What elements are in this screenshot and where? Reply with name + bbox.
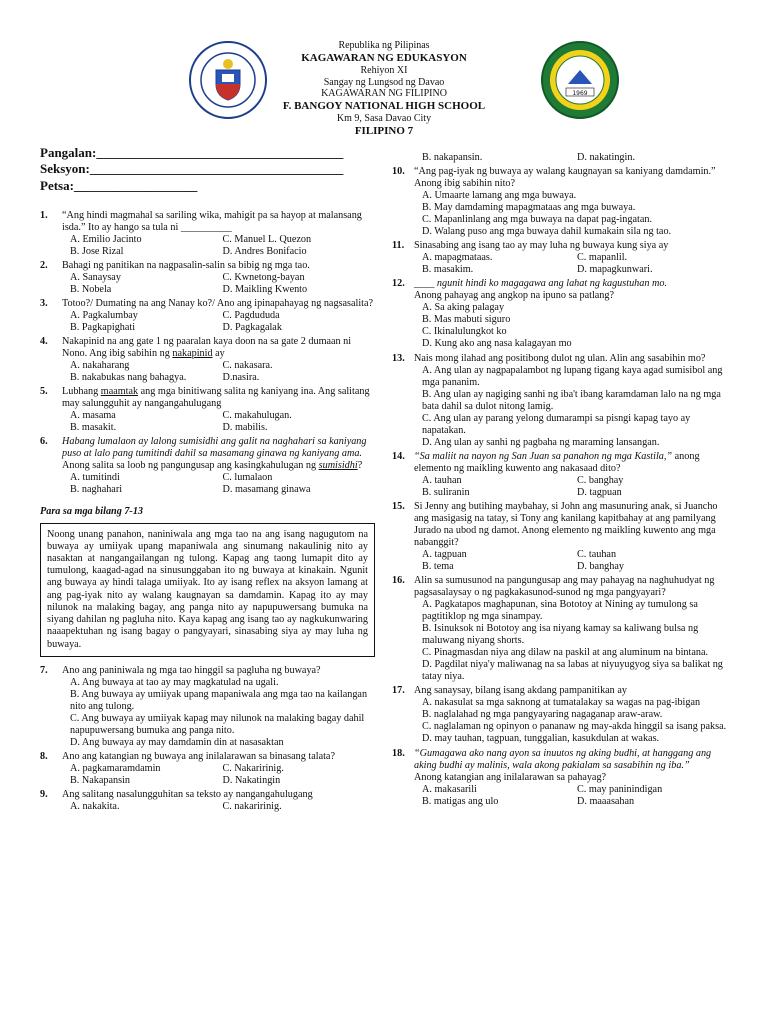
question-3: 3. Totoo?/ Dumating na ang Nanay ko?/ Ano ang ipinapahayag ng nagsasalita? (40, 297, 374, 309)
question-1: 1. “Ang hindi magmahal sa sariling wika, mahigit pa sa hayop at malansang isda.” Ito ay hango sa tula ni __________ (40, 209, 362, 233)
question-2-options: A. Sanaysay C. Kwnetong-bayan B. Nobela D. Maikling Kwento (70, 271, 308, 295)
question-18-options: A. makasarili C. may paninindigan B. matigas ang ulo D. maaasahan (422, 783, 663, 807)
seksyon-field[interactable]: Seksyon:_______________________________________ (40, 161, 344, 177)
header-subject: FILIPINO 7 (354, 124, 414, 137)
question-14-options: A. tauhan C. banghay B. suliranin D. tagpuan (422, 474, 624, 498)
question-5: 5. Lubhang maamtak ang mga binitiwang salita ng kaniyang ina. Ang salitang may salungguhit ay nangangahulugang (40, 386, 370, 410)
question-3-options: A. Pagkalumbay C. Pagdududa B. Pagkapighati D. Pagkagalak (70, 310, 282, 334)
document-header (0, 40, 768, 138)
question-11: 11. Sinasabing ang isang tao ay may luha ng buwaya kung siya ay (392, 240, 669, 252)
question-1-options: A. Emilio Jacinto C. Manuel L. Quezon B. Jose Rizal D. Andres Bonifacio (70, 233, 312, 257)
question-8-options: A. pagkamaramdamin C. Nakaririnig. B. Nakapansin D. Nakatingin (70, 763, 284, 787)
question-9-options: A. nakakita. C. nakaririnig. (70, 801, 282, 813)
question-6-options: A. tumitindi C. lumalaon B. naghahari D. masamang ginawa (70, 472, 311, 496)
question-10-options: A. Umaarte lamang ang mga buwaya. B. May damdaming mapagmataas ang mga buwaya. C. Mapanlinlang ang mga buwaya na dapat pag-ingatan. D. Walang puso ang mga buwaya dahil kumakain sila ng tao. (422, 190, 672, 238)
question-10: 10. “Ang pag-iyak ng buwaya ay walang kaugnayan sa kaniyang damdamin.” Anong ibig sabihin nito? (392, 166, 716, 190)
left-column (40, 145, 375, 813)
question-7: 7. Ano ang paniniwala ng mga tao hinggil sa pagluha ng buwaya? (40, 664, 321, 676)
question-4-options: A. nakaharang C. nakasara. B. nakabukas nang bahagya. D.nasira. (70, 360, 273, 384)
header-republika: Republika ng Pilipinas (338, 40, 430, 51)
question-11-options: A. mapagmataas. C. mapanlil. B. masakim. D. mapagkunwari. (422, 252, 653, 276)
right-column (392, 152, 732, 808)
question-2: 2. Bahagi ng panitikan na nagpasalin-salin sa bibig ng mga tao. (40, 259, 310, 271)
question-17-options: A. nakasulat sa mga saknong at tumatalakay sa wagas na pag-ibigan B. naglalahad ng mga pangyayaring nagaganap araw-araw. C. naglalaman ng opinyon o pananaw ng may-akda hinggil sa isang paksa. D. may tauhan, tagpuan, tunggalian, kasukdulan at wakas. (422, 697, 727, 745)
question-12-options: A. Sa aking palagay B. Mas mabuti siguro C. Ikinalulungkot ko D. Kung ako ang nasa kalagayan mo (422, 302, 572, 350)
question-13: 13. Nais mong ilahad ang positibong dulot ng ulan. Alin ang sasabihin mo? (392, 352, 706, 364)
header-sangay: Sangay ng Lungsod ng Davao (323, 76, 445, 88)
header-address: Km 9, Sasa Davao City (336, 113, 432, 125)
question-15: 15. Si Jenny ang butihing maybahay, si John ang masunuring anak, si Juancho ang masigasig na tatay, si Tony ang kanilang kapitbahay at ang pamilyang Jurado na ubod ng damot. Anong elemento ng maikling kuwento ang mga nabanggit? (392, 500, 718, 548)
question-13-options: A. Ang ulan ay nagpapalambot ng lupang tigang kaya agad sumisibol ang mga pananim. B. Ang ulan ay nagiging sanhi ng iba't ibang karamdaman lalo na ng mga bata dahil sa dulot nitong lamig. C. Ang ulan ay parang yelong dumarampi sa pisngi kapag tayo ay napatakan. D. Ang ulan ay sanhi ng pagbaha ng maraming lansangan. (422, 364, 723, 448)
question-16: 16. Alin sa sumusunod na pangungusap ang may pahayag na naghuhudyat ng pagsasalaysay o ng pagkakasunod-sunod ng mga pangyayari? (392, 575, 715, 599)
header-school: F. BANGOY NATIONAL HIGH SCHOOL (282, 100, 486, 113)
section-heading: Para sa mga bilang 7-13 (40, 506, 144, 518)
question-16-options: A. Pagkatapos maghapunan, sina Bototoy at Nining ay tumulong sa pagtitiklop ng mga sinampay. B. Isinuksok ni Bototoy ang isa niyang kamay sa kaliwang bulsa ng maluwang niyang shorts. C. Pinagmasdan niya ang dilaw na paskil at ang aluminum na bintana. D. Pagdilat niya'y maliwanag na sa labas at niyuyugyog siya sa balikat ng tatay niya. (422, 599, 723, 683)
question-8: 8. Ano ang katangian ng buwaya ang inilalarawan sa binasang talata? (40, 751, 335, 763)
question-5-options: A. masama C. makahulugan. B. masakit. D. mabilis. (70, 410, 292, 434)
header-dept: KAGAWARAN NG FILIPINO (321, 88, 447, 100)
reading-passage: Noong unang panahon, naniniwala ang mga tao na ang isang nagugutom na buwaya ay umiiyak upang mapaniwala ang sinumang nakaulinig nito ay nasaktan at nangangailangan ng tulong. Kapag ang taong lumapit dito ay tumulong, kaagad-agad na sinusunggaban ito ng buwaya at kinakain. Ngunit ang buwaya ay hindi talaga umiiyak. Ito ay isang reflex na aksyon lamang at ang pag-iyak nito ay walang kaugnayan sa damdamin. Kapag ito ay may nilunok na malaking bagay, ang panga nito ay napupuwersang bumuka na siyang dahilan ng pagluha nito. Kaya kapag ang isang tao ay nagkukunwaring naaapektuhan ng isang bagay o pangyayari, sinasabing siya ay may luha ng buwaya. (40, 523, 375, 657)
question-4: 4. Nakapinid na ang gate 1 ng paaralan kaya doon na sa gate 2 dumaan ni Nono. Ang ibig sabihin ng nakapinid ay (40, 336, 352, 360)
question-7-options: A. Ang buwaya at tao ay may magkatulad na ugali. B. Ang buwaya ay umiiyak upang mapaniwala ang mga tao na kailangan nito ang tulong. C. Ang buwaya ay umiiyak kapag may nilunok na malaking bagay dahil napupuwersang bumuka ang panga nito. D. Ang buwaya ay may damdamin din at nasasaktan (70, 676, 368, 749)
question-18: 18. “Gumagawa ako nang ayon sa inuutos ng aking budhi, at hanggang ang aking budhi ay malinis, wala akong pakialam sa sasabihin ng iba.” Anong katangian ang inilalarawan sa pahayag? (392, 747, 712, 783)
petsa-field[interactable]: Petsa:___________________ (40, 177, 198, 193)
pangalan-field[interactable]: Pangalan:______________________________________ (40, 145, 344, 160)
school-seal-year: 1969 (572, 90, 588, 97)
question-15-options: A. tagpuan C. tauhan B. tema D. banghay (422, 549, 624, 573)
question-12: 12. ____ ngunit hindi ko magagawa ang lahat ng kagustuhan mo. Anong pahayag ang angkop na ipuno sa patlang? (392, 278, 667, 302)
question-14: 14. “Sa maliit na nayon ng San Juan sa panahon ng mga Kastila,” anong elemento ng maikling kuwento ang nakasaad dito? (392, 450, 700, 474)
question-17: 17. Ang sanaysay, bilang isang akdang pampanitikan ay (392, 685, 627, 697)
question-9-options-cont: B. nakapansin. D. nakatingin. (422, 152, 636, 163)
question-6: 6. Habang lumalaon ay lalong sumisidhi ang galit na naghahari sa kaniyang puso at lalo pang tumitindi dahil sa masamang ginawa ng kaniyang ama. Anong salita sa loob ng pangungusap ang kasingkahulugan ng sumisidhi? (40, 436, 367, 472)
header-rehiyon: Rehiyon XI (360, 64, 408, 76)
question-9: 9. Ang salitang nasalungguhitan sa teksto ay nangangahulugang (40, 789, 313, 801)
header-kagawaran: KAGAWARAN NG EDUKASYON (301, 51, 467, 64)
